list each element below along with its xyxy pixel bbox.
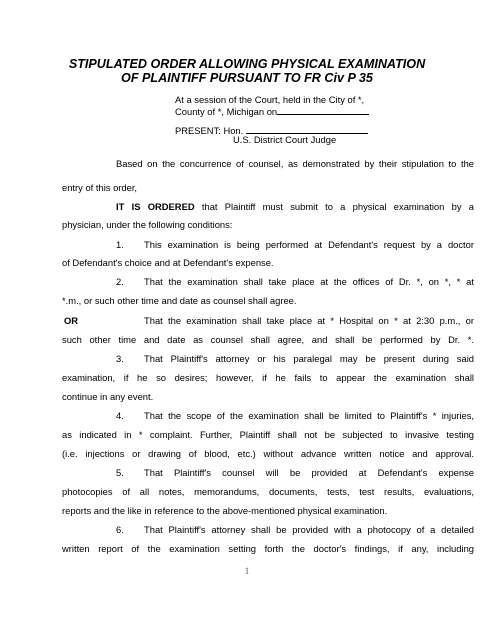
session-line-2 bbox=[175, 105, 369, 118]
condition-4-text: That the scope of the examination shall be limited to Plaintiff's * injuries, bbox=[144, 410, 474, 421]
alternative-text: That the examination shall take place at * Hospital on * at 2:30 p.m., or bbox=[144, 315, 474, 326]
session-county: County of *, Michigan on bbox=[175, 106, 278, 117]
condition-6-line-2: written report of the examination setting forth the doctor's findings, if any, including bbox=[62, 543, 474, 554]
intro-line-1: Based on the concurrence of counsel, as demonstrated by their stipulation to the bbox=[116, 158, 474, 169]
judge-title: U.S. District Court Judge bbox=[233, 134, 337, 145]
session-line-1: At a session of the Court, held in the City of *, bbox=[175, 94, 365, 105]
ordered-line-2: physician, under the following conditions: bbox=[62, 219, 233, 230]
condition-6-text: That Plaintiff's attorney shall be provided with a photocopy of a detailed bbox=[144, 524, 474, 535]
condition-1-line-2: of Defendant's choice and at Defendant's expense. bbox=[62, 257, 274, 268]
ordered-bold: IT IS ORDERED bbox=[116, 201, 195, 212]
condition-4-line-2: as indicated in * complaint. Further, Plaintiff shall not be subjected to invasive testing bbox=[62, 429, 474, 440]
order-title-line-1: STIPULATED ORDER ALLOWING PHYSICAL EXAMINATION bbox=[68, 57, 426, 71]
condition-6-number: 6. bbox=[116, 524, 124, 535]
alternative-line-1 bbox=[64, 315, 474, 327]
condition-3-number: 3. bbox=[116, 353, 124, 364]
condition-3-line-3: continue in any event. bbox=[62, 391, 154, 402]
condition-1-text: This examination is being performed at Defendant's request by a doctor bbox=[144, 239, 474, 250]
condition-4-line-3: (i.e. injections or drawing of blood, etc.) without advance written notice and approval. bbox=[62, 448, 474, 459]
intro-line-2: entry of this order, bbox=[62, 182, 138, 193]
condition-5-number: 5. bbox=[116, 467, 124, 478]
condition-2-line-1 bbox=[62, 276, 474, 288]
condition-1-line-1 bbox=[62, 239, 474, 251]
judge-signature-line bbox=[246, 124, 368, 134]
or-label: OR bbox=[64, 315, 79, 326]
condition-3-line-1 bbox=[62, 353, 474, 365]
condition-5-text: That Plaintiff's counsel will be provided at Defendant's expense bbox=[144, 467, 474, 478]
condition-2-number: 2. bbox=[116, 276, 124, 287]
present-label: PRESENT: Hon. bbox=[175, 125, 244, 136]
ordered-line-1 bbox=[62, 201, 474, 213]
condition-4-number: 4. bbox=[116, 410, 124, 421]
condition-1-number: 1. bbox=[116, 239, 124, 250]
condition-3-line-2: examination, if he so desires; however, if he fails to appear the examination shall bbox=[62, 372, 474, 383]
ordered-rest: that Plaintiff must submit to a physical examination by a bbox=[194, 201, 474, 212]
condition-2-text: That the examination shall take place at the offices of Dr. *, on *, * at bbox=[144, 276, 474, 287]
date-blank-line bbox=[277, 105, 369, 115]
alternative-line-2: such other time and date as counsel shall agree, and shall be performed by Dr. *. bbox=[62, 334, 474, 345]
page-number: 1 bbox=[244, 566, 250, 576]
condition-5-line-1 bbox=[62, 467, 474, 479]
condition-6-line-1 bbox=[62, 524, 474, 536]
condition-5-line-2: photocopies of all notes, memorandums, documents, tests, test results, evaluations, bbox=[62, 486, 474, 497]
condition-4-line-1 bbox=[62, 410, 474, 422]
condition-5-line-3: reports and the like in reference to the above-mentioned physical examination. bbox=[62, 505, 388, 516]
condition-3-text: That Plaintiff's attorney or his paralegal may be present during said bbox=[144, 353, 474, 364]
order-title-line-2: OF PLAINTIFF PURSUANT TO FR Civ P 35 bbox=[121, 71, 373, 85]
condition-2-line-2: *.m., or such other time and date as counsel shall agree. bbox=[62, 295, 297, 306]
